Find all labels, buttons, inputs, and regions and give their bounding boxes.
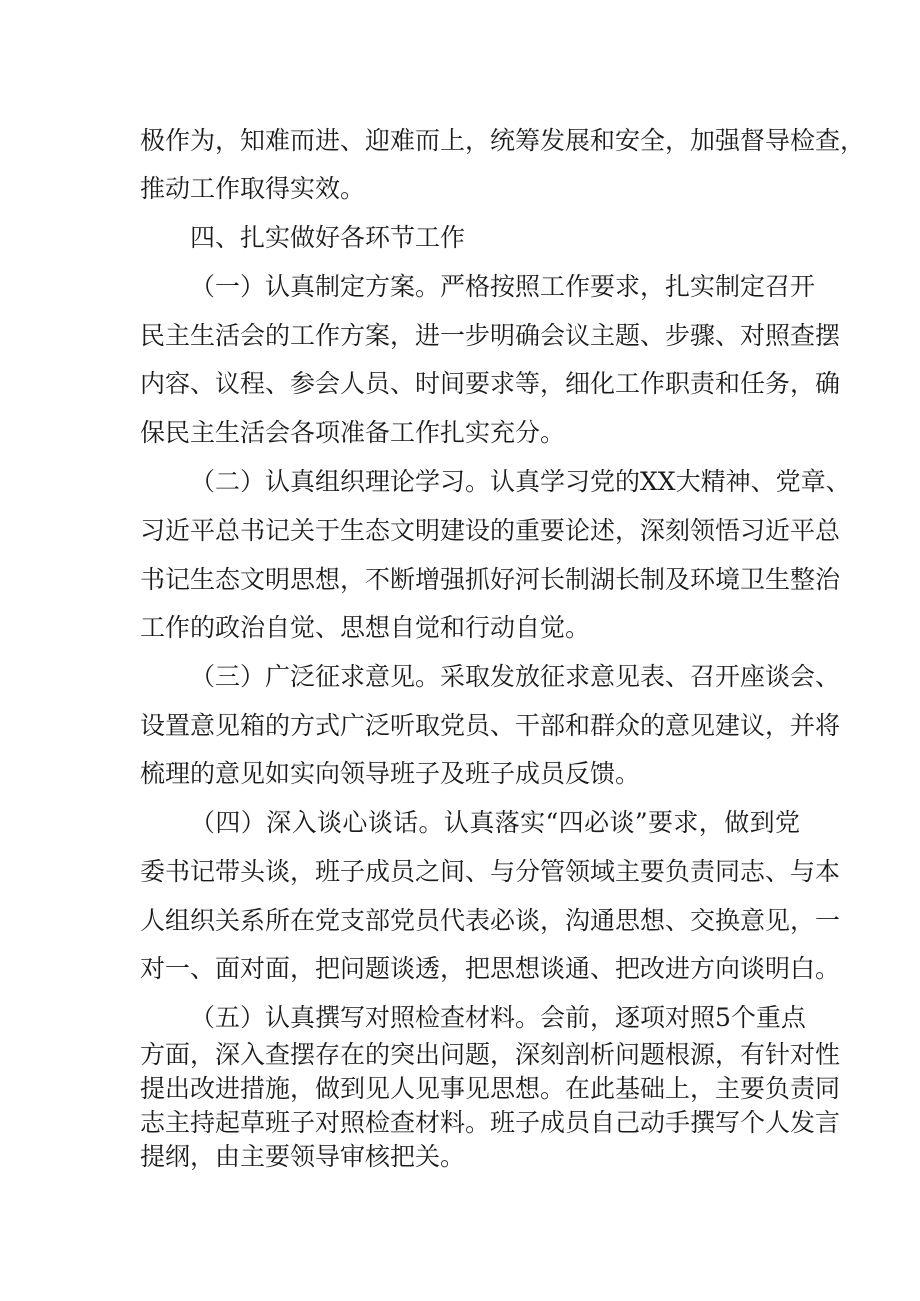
paragraph-line: （四）深入谈心谈话。认真落实“四必谈”要求，做到党	[190, 808, 800, 837]
paragraph-line: 提纲，由主要领导审核把关。	[140, 1142, 466, 1171]
paragraph-line: 提出改进措施，做到见人见事见思想。在此基础上，主要负责同	[140, 1074, 841, 1103]
paragraph-line: 工作的政治自觉、思想自觉和行动自觉。	[140, 613, 591, 642]
paragraph-line: 对一、面对面，把问题谈透，把思想谈通、把改进方向谈明白。	[140, 954, 841, 983]
paragraph-line: 保民主生活会各项准备工作扎实充分。	[140, 418, 566, 447]
paragraph-line: 委书记带头谈，班子成员之间、与分管领域主要负责同志、与本	[140, 857, 841, 886]
paragraph-line: 设置意见箱的方式广泛听取党员、干部和群众的意见建议，并将	[140, 711, 841, 740]
paragraph-line: 方面，深入查摆存在的突出问题，深刻剖析问题根源，有针对性	[140, 1040, 841, 1069]
paragraph-line: 书记生态文明思想，不断增强抓好河长制湖长制及环境卫生整治	[140, 565, 841, 594]
paragraph-line: 推动工作取得实效。	[140, 174, 366, 203]
paragraph-line: 民主生活会的工作方案，进一步明确会议主题、步骤、对照查摆	[140, 321, 841, 350]
paragraph-line: 梳理的意见如实向领导班子及班子成员反馈。	[140, 759, 641, 788]
paragraph-line: 极作为，知难而进、迎难而上，统筹发展和安全，加强督导检查，	[140, 126, 866, 155]
paragraph-line: 志主持起草班子对照检查材料。班子成员自己动手撰写个人发言	[140, 1108, 841, 1137]
paragraph-line: （五）认真撰写对照检查材料。会前，逐项对照5个重点	[190, 1003, 806, 1032]
paragraph-line: （三）广泛征求意见。采取发放征求意见表、召开座谈会、	[190, 662, 841, 691]
paragraph-line: （二）认真组织理论学习。认真学习党的XX大精神、党章、	[190, 467, 851, 496]
section-heading: 四、扎实做好各环节工作	[190, 223, 466, 252]
paragraph-line: （一）认真制定方案。严格按照工作要求，扎实制定召开	[190, 272, 816, 301]
paragraph-line: 人组织关系所在党支部党员代表必谈，沟通思想、交换意见，一	[140, 906, 841, 935]
paragraph-line: 内容、议程、参会人员、时间要求等，细化工作职责和任务，确	[140, 369, 841, 398]
paragraph-line: 习近平总书记关于生态文明建设的重要论述，深刻领悟习近平总	[140, 516, 841, 545]
